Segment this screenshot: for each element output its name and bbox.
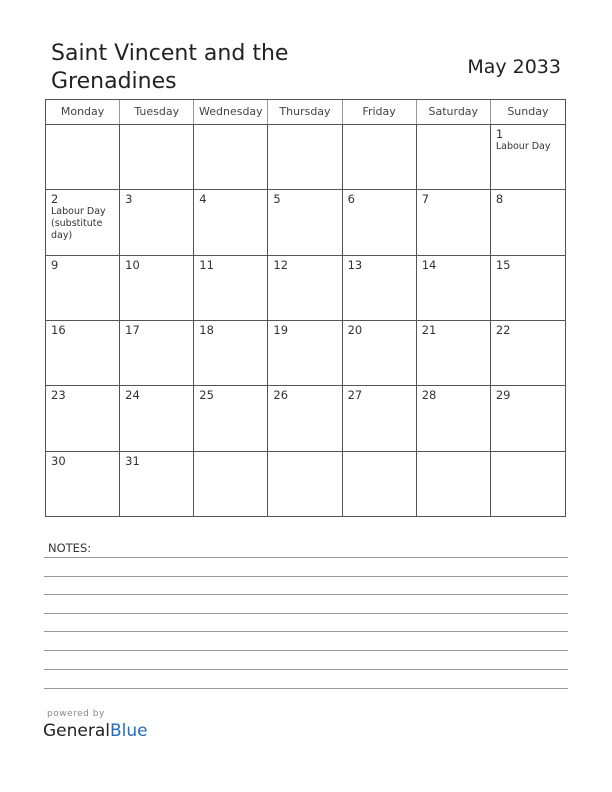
weekday-header: Tuesday [120,100,194,124]
day-number: 7 [421,192,430,207]
weekday-header: Thursday [268,100,342,124]
day-number: 18 [199,323,214,337]
day-cell[interactable] [343,452,417,517]
day-cell[interactable] [194,125,268,190]
day-cell[interactable] [491,256,565,321]
day-cell[interactable] [120,386,194,451]
day-cell[interactable] [491,321,565,386]
day-cell[interactable] [417,190,491,255]
day-number: 8 [495,192,504,207]
day-cell[interactable] [417,321,491,386]
day-cell[interactable] [268,321,342,386]
days-grid [46,125,565,517]
day-cell[interactable] [194,190,268,255]
day-number: 4 [199,192,207,207]
day-cell[interactable] [268,452,342,517]
calendar-title [51,40,311,96]
day-number: 25 [199,388,214,403]
day-number: 10 [125,257,140,272]
notes-line [44,631,568,632]
day-cell[interactable] [417,256,491,321]
day-number: 19 [273,323,289,337]
day-number: 29 [495,388,511,403]
day-number: 12 [273,257,289,272]
powered-by-text: powered by [47,709,105,719]
day-cell[interactable] [46,256,120,321]
day-cell[interactable] [120,321,194,386]
day-cell[interactable] [268,386,342,451]
notes-line [44,669,568,670]
notes-line [44,688,568,689]
notes-line [44,594,568,595]
day-number: 9 [51,257,59,272]
day-number: 16 [51,323,66,337]
brand-general: General [43,721,110,741]
day-number: 11 [199,257,214,272]
holiday-label: Labour Day [495,141,551,152]
weekday-header: Saturday [417,100,491,124]
notes-line [44,650,568,651]
day-cell[interactable] [268,190,342,255]
day-number: 21 [421,323,437,337]
day-cell[interactable] [491,190,565,255]
day-cell[interactable] [491,386,565,451]
day-cell[interactable] [417,452,491,517]
day-cell[interactable] [120,256,194,321]
day-number: 5 [273,192,281,207]
day-number: 6 [347,192,355,207]
day-cell[interactable] [194,256,268,321]
notes-label: NOTES: [48,541,92,555]
day-cell[interactable] [343,190,417,255]
day-cell[interactable] [491,452,565,517]
day-cell[interactable] [120,190,194,255]
brand-logo[interactable] [43,721,148,741]
day-cell[interactable] [194,321,268,386]
month-label: May 2033 [467,56,561,78]
day-cell[interactable] [268,256,342,321]
brand-blue: Blue [110,721,148,741]
day-cell[interactable] [46,125,120,190]
day-number: 13 [347,257,363,272]
weekday-header: Monday [46,100,120,124]
weekday-header: Wednesday [194,100,268,124]
day-number: 27 [347,388,363,403]
day-number: 20 [347,323,363,337]
day-cell[interactable] [491,125,565,190]
day-cell[interactable] [343,256,417,321]
day-number: 31 [125,453,140,468]
day-cell[interactable] [343,321,417,386]
day-number: 17 [125,323,140,337]
day-cell[interactable] [46,321,120,386]
day-cell[interactable] [194,452,268,517]
notes-line [44,613,568,614]
holiday-label: Labour Day (substitute day) [51,206,106,242]
country-name: Saint Vincent and the Grenadines [51,41,289,94]
day-number: 14 [421,257,437,272]
day-cell[interactable] [120,125,194,190]
calendar-grid [45,99,566,517]
day-number: 3 [125,192,133,207]
notes-line [44,576,568,577]
day-number: 2 [51,192,59,207]
day-cell[interactable] [46,190,120,255]
day-cell[interactable] [120,452,194,517]
day-number: 30 [51,453,66,468]
day-cell[interactable] [417,386,491,451]
weekday-header: Sunday [507,105,549,118]
day-cell[interactable] [343,386,417,451]
day-number: 15 [495,257,511,272]
notes-line [44,557,568,558]
weekday-header: Friday [343,100,417,124]
day-cell[interactable] [343,125,417,190]
day-number: 26 [273,388,289,403]
day-cell[interactable] [46,452,120,517]
day-cell[interactable] [417,125,491,190]
day-number: 23 [51,388,66,403]
day-number: 24 [125,388,140,403]
day-cell[interactable] [46,386,120,451]
day-number: 28 [421,388,437,403]
weekday-header-row [46,100,565,125]
day-cell[interactable] [194,386,268,451]
day-number: 1 [495,127,504,141]
day-number: 22 [495,323,511,337]
day-cell[interactable] [268,125,342,190]
